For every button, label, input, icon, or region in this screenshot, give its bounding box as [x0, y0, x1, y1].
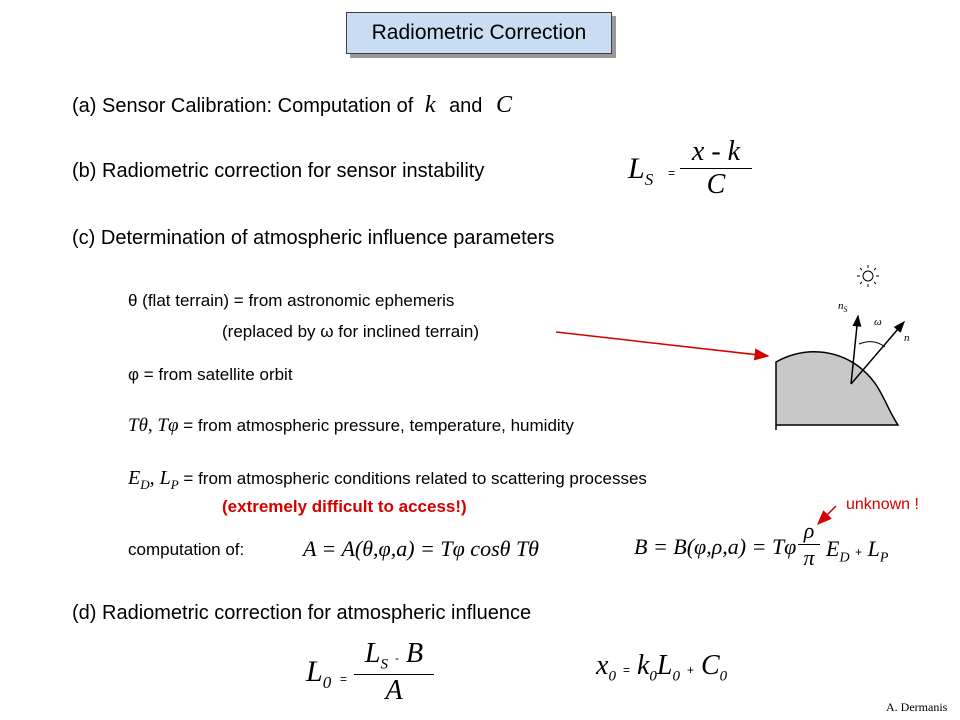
formula-l0-lhs: $L_0$ — [306, 655, 332, 692]
section-b: (b) Radiometric correction for sensor instability — [72, 160, 485, 182]
formula-ls-lhs: $L_S$ — [628, 152, 654, 189]
formula-b-right: $E_D + L_P$ — [826, 536, 889, 566]
omega-arc — [859, 342, 885, 347]
sun-icon — [857, 265, 879, 287]
e-line: $E_D$, $L_P$ = from atmospheric conditions related to scattering processes — [128, 467, 647, 492]
terrain-shape — [776, 352, 898, 430]
formula-ls-num: x - k — [691, 136, 741, 167]
computation-label: computation of: — [128, 540, 245, 559]
page-title: Radiometric Correction — [346, 12, 612, 54]
formula-a: A = A(θ,φ,a) = Tφ cosθ Tθ — [303, 536, 539, 561]
formula-x0: $x_0 = k_0L_0 + C_0$ — [596, 650, 728, 685]
normal-n-arrow — [851, 322, 904, 384]
formula-l0-fraction: $L_S$ - B A — [354, 638, 434, 707]
label-omega: ω — [874, 316, 882, 328]
formula-ls-den: C — [706, 169, 726, 200]
replaced-line: (replaced by ω for inclined terrain) — [222, 322, 480, 341]
section-c: (c) Determination of atmospheric influence parameters — [72, 227, 555, 249]
section-a-label: (a) Sensor Calibration: Computation of — [72, 95, 414, 117]
label-ns: $n_S$ — [838, 300, 848, 315]
phi-line: φ = from satellite orbit — [128, 365, 293, 384]
e-line-text: = from atmospheric conditions related to scattering processes — [183, 469, 647, 488]
theta-line: θ (flat terrain) = from astronomic ephemeris — [128, 291, 455, 310]
formula-b-left: B = B(φ,ρ,a) = Tφ — [634, 534, 797, 559]
formula-ls-eq: = — [668, 166, 676, 180]
t-line-math: Tθ, Tφ — [128, 415, 179, 436]
unknown-arrow — [818, 506, 836, 524]
symbol-c: C — [496, 92, 513, 118]
formula-b-rho-pi: ρ π — [798, 518, 820, 571]
label-n: n — [904, 332, 910, 344]
section-d: (d) Radiometric correction for atmospheric influence — [72, 602, 532, 624]
author-credit: A. Dermanis — [886, 700, 948, 714]
symbol-k: k — [424, 92, 436, 118]
pointer-arrow — [556, 332, 768, 356]
difficult-note: (extremely difficult to access!) — [222, 497, 467, 516]
formula-l0-eq: = — [340, 672, 348, 686]
and-text: and — [449, 95, 483, 117]
t-line-text: = from atmospheric pressure, temperature, humidity — [183, 416, 574, 435]
unknown-label: unknown ! — [846, 496, 919, 513]
